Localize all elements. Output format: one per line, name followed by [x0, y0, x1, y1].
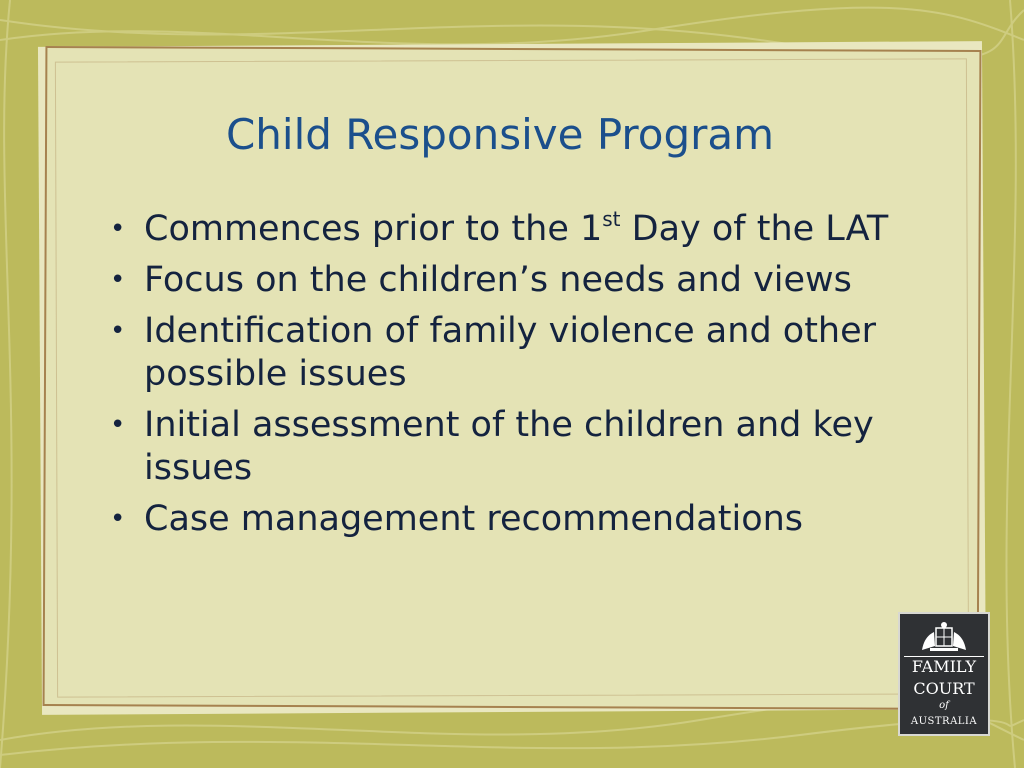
- bullet-item: [104, 404, 904, 490]
- coat-of-arms-icon: [914, 620, 974, 660]
- bullet-dot: •: [110, 214, 126, 244]
- bullet-text: Focus on the children’s needs and views: [144, 260, 852, 300]
- bullet-text: Commences prior to the 1: [144, 209, 603, 249]
- bullet-dot: •: [110, 316, 126, 346]
- bullet-dot: •: [110, 265, 126, 295]
- logo-word-australia: AUSTRALIA: [910, 716, 978, 727]
- slide-title: Child Responsive Program: [225, 110, 775, 159]
- bullet-text-continued: Day of the LAT: [620, 209, 889, 249]
- bullet-item: [104, 498, 904, 541]
- logo-word-of: of: [939, 700, 949, 711]
- bullet-item: [104, 259, 904, 302]
- logo-word-family: FAMILY: [911, 657, 977, 676]
- family-court-logo: [898, 612, 990, 736]
- bullet-item: [104, 208, 904, 251]
- logo-word-court: COURT: [913, 679, 975, 698]
- bullet-dot: •: [110, 410, 126, 440]
- bullet-item: [104, 310, 904, 396]
- bullet-text: Case management recommendations: [144, 499, 804, 539]
- ordinal-suffix: st: [602, 207, 621, 231]
- bullet-dot: •: [110, 504, 126, 534]
- bullet-text: Identification of family violence and other possible issues: [144, 311, 877, 394]
- bullet-text: Initial assessment of the children and key issues: [144, 405, 874, 488]
- bullet-list: [104, 208, 904, 549]
